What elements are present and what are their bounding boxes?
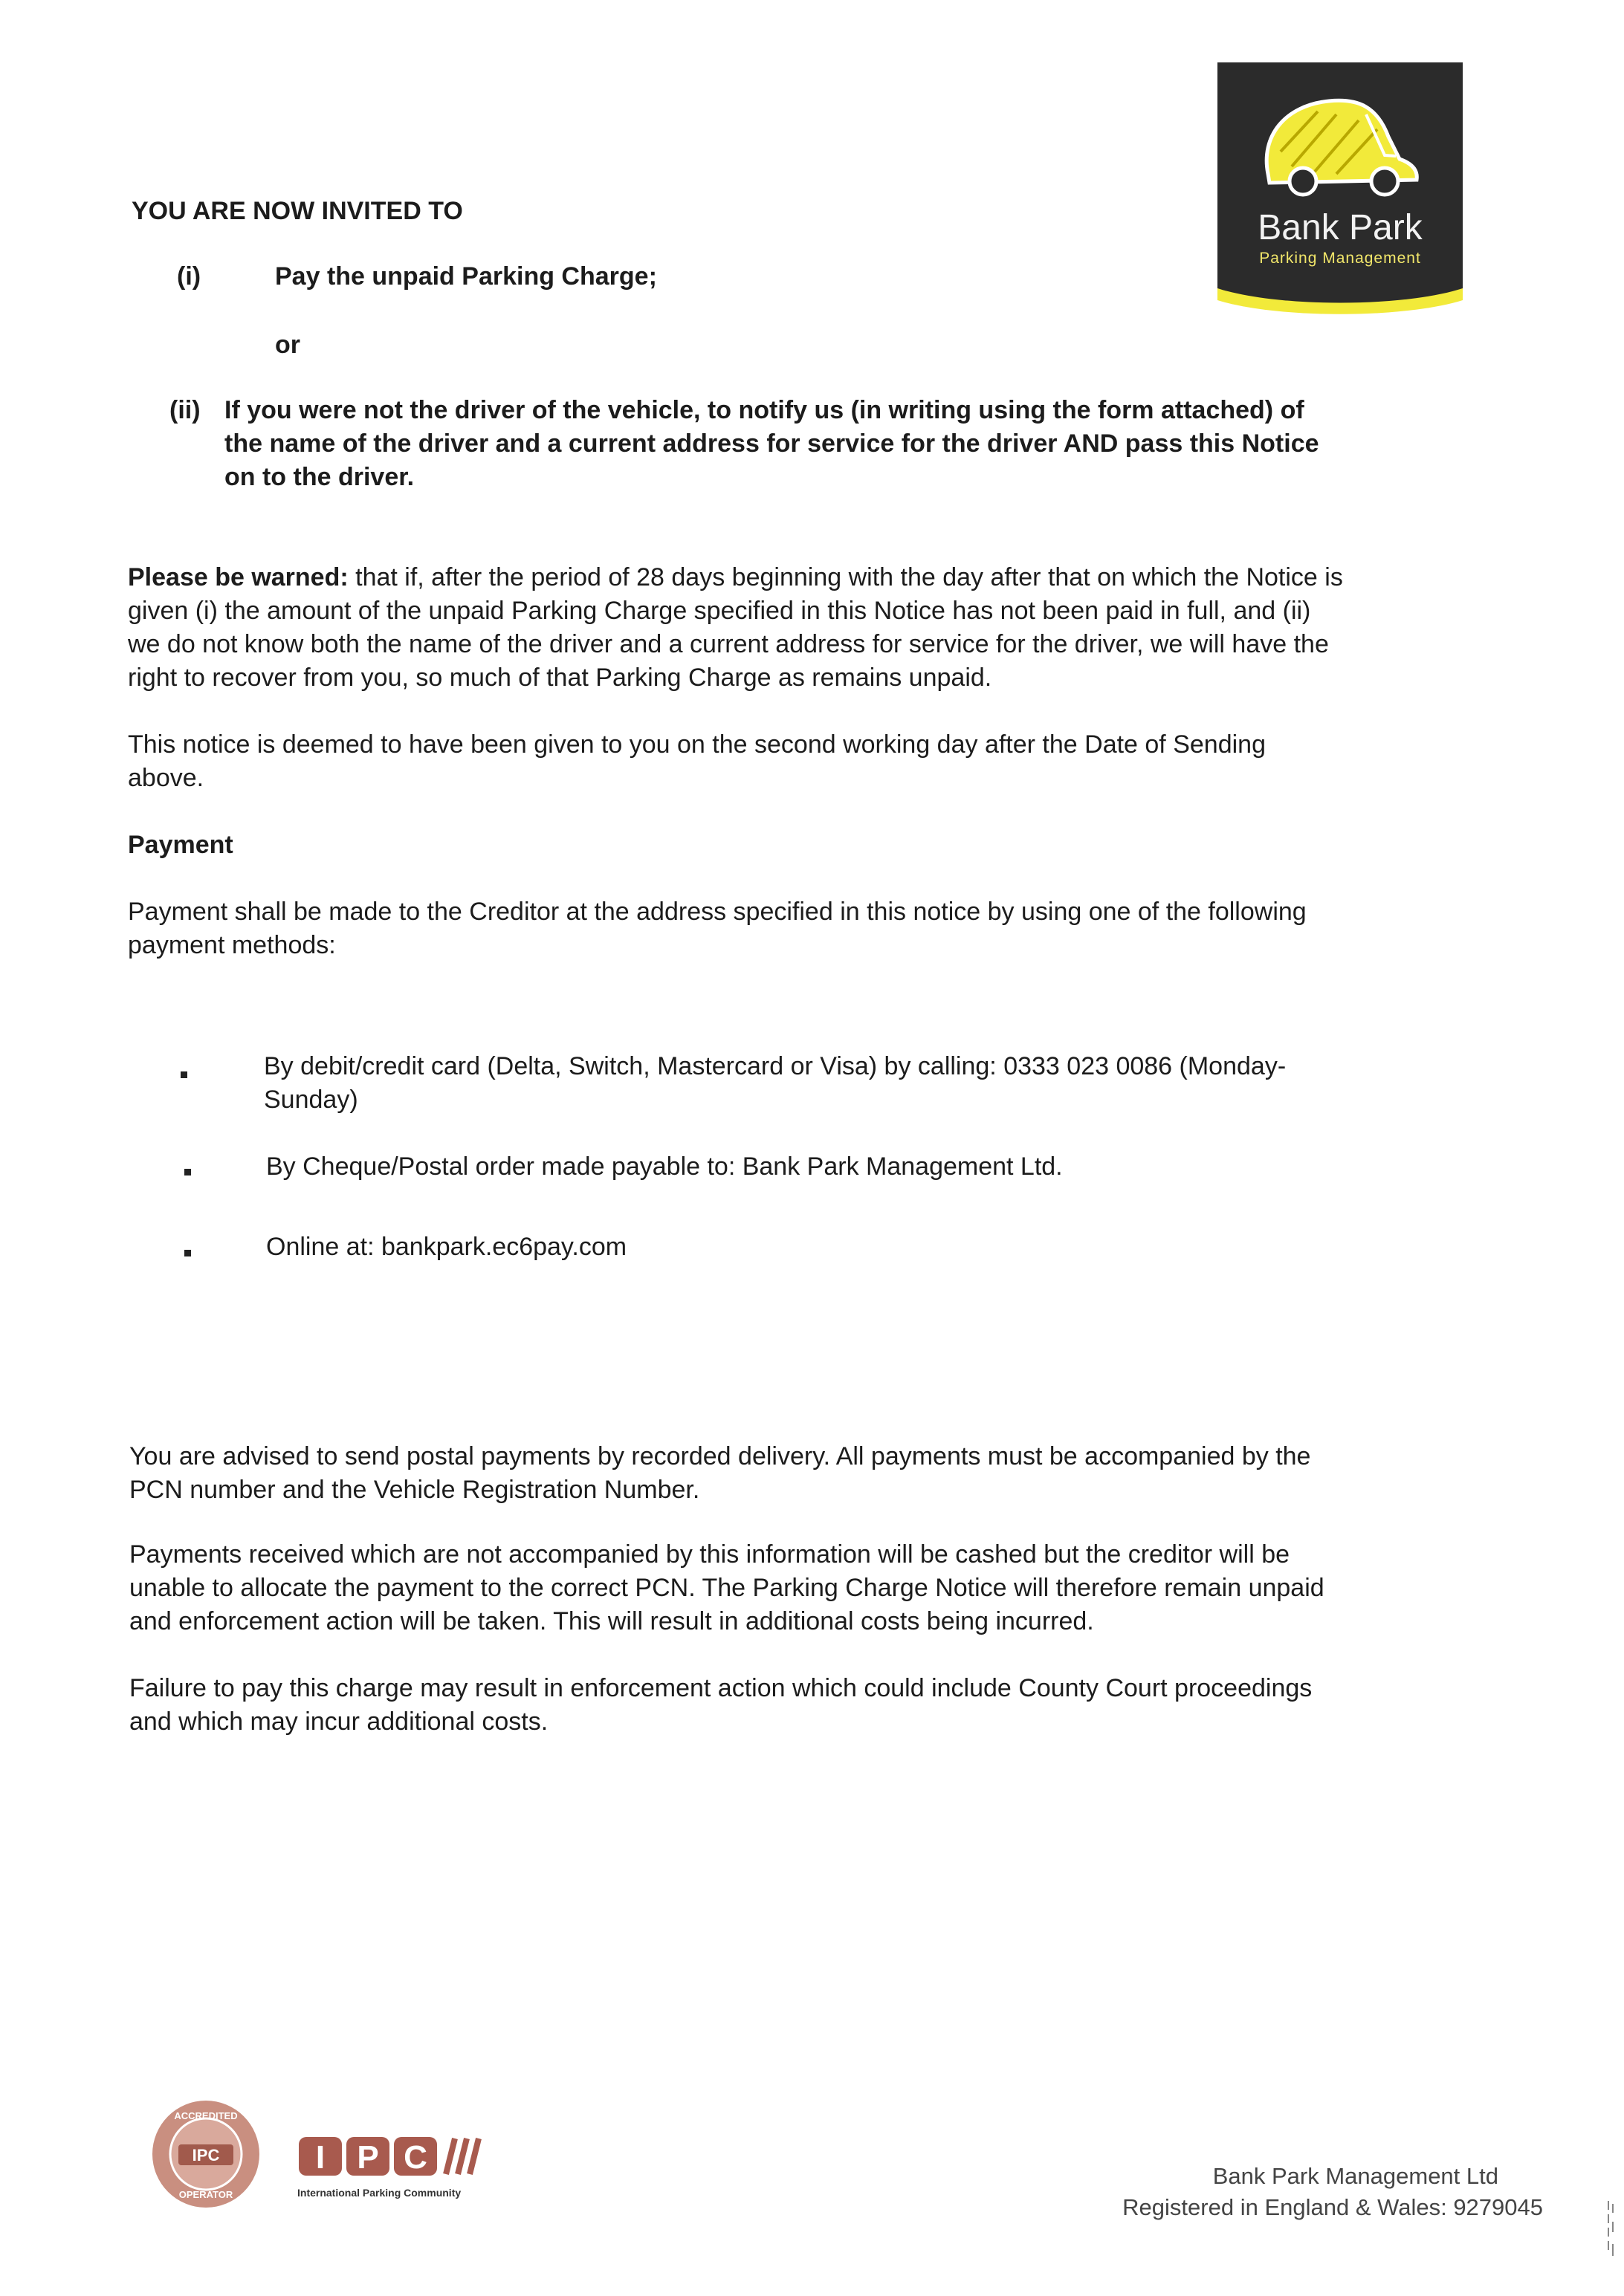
bullet-icon (181, 1071, 187, 1078)
badge-top-text: ACCREDITED (174, 2110, 238, 2121)
payment-intro-line-2: payment methods: (128, 931, 336, 959)
bullet-icon (184, 1250, 191, 1256)
ipc-letters-graphic (297, 2134, 498, 2179)
ipc-caption: International Parking Community (297, 2187, 462, 2199)
method-1-line-2: Sunday) (264, 1086, 358, 1114)
logo-wave (1217, 278, 1463, 322)
svg-text:I: I (315, 2139, 326, 2176)
advice-p2-line-2: unable to allocate the payment to the correct PCN. The Parking Charge Notice will therefore remain unpaid (129, 1574, 1324, 1602)
advice-p2-line-3: and enforcement action will be taken. This will result in additional costs being incurred. (129, 1607, 1094, 1635)
car-icon (1247, 85, 1433, 204)
method-2: By Cheque/Postal order made payable to: Bank Park Management Ltd. (266, 1152, 1063, 1181)
bank-park-logo (1217, 62, 1463, 322)
bullet-icon (184, 1169, 191, 1175)
invite-heading: YOU ARE NOW INVITED TO (132, 197, 463, 225)
item-2-number: (ii) (169, 396, 201, 424)
warning-lead: Please be warned: (128, 563, 349, 591)
badge-bottom-text: OPERATOR (178, 2189, 233, 2200)
logo-subtitle: Parking Management (1259, 250, 1421, 267)
advice-p1-line-1: You are advised to send postal payments by recorded delivery. All payments must be accompanied by the (129, 1442, 1311, 1470)
accredited-operator-badge (150, 2098, 262, 2210)
payment-heading: Payment (128, 831, 233, 859)
warning-line-3: we do not know both the name of the driver and a current address for service for the driver, we will have the (128, 630, 1329, 658)
item-2-line-3: on to the driver. (224, 463, 415, 491)
advice-p3-line-2: and which may incur additional costs. (129, 1708, 549, 1736)
item-2-line-2: the name of the driver and a current address for service for the driver AND pass this Notice (224, 429, 1319, 458)
item-2-line-1: If you were not the driver of the vehicle, to notify us (in writing using the form attached) of (224, 396, 1304, 424)
advice-p3-line-1: Failure to pay this charge may result in enforcement action which could include County Court proceedings (129, 1674, 1313, 1702)
item-1-text: Pay the unpaid Parking Charge; (275, 262, 657, 291)
method-3: Online at: bankpark.ec6pay.com (266, 1233, 627, 1261)
svg-text:C: C (404, 2139, 427, 2176)
payment-intro-line-1: Payment shall be made to the Creditor at the address specified in this notice by using one of the following (128, 898, 1307, 926)
advice-p1-line-2: PCN number and the Vehicle Registration Number. (129, 1476, 700, 1504)
advice-p2-line-1: Payments received which are not accompanied by this information will be cashed but the creditor will be (129, 1540, 1290, 1569)
svg-text:P: P (357, 2139, 379, 2176)
warning-line-1 (128, 561, 1343, 594)
footer-registration: Registered in England & Wales: 9279045 (1122, 2194, 1543, 2220)
badge-ipc-text: IPC (192, 2146, 220, 2164)
warning-line-2: given (i) the amount of the unpaid Parking Charge specified in this Notice has not been paid in full, and (ii) (128, 597, 1311, 625)
warning-line-4: right to recover from you, so much of that Parking Charge as remains unpaid. (128, 664, 992, 692)
deemed-line-1: This notice is deemed to have been given to you on the second working day after the Date of Sending (128, 730, 1266, 759)
footer-company: Bank Park Management Ltd (1212, 2163, 1498, 2189)
item-1-number: (i) (177, 262, 201, 291)
method-1-line-1: By debit/credit card (Delta, Switch, Mastercard or Visa) by calling: 0333 023 0086 (Monday- (264, 1052, 1287, 1080)
warning-line-1-rest: that if, after the period of 28 days beginning with the day after that on which the Notice is (348, 563, 1343, 591)
deemed-line-2: above. (128, 764, 204, 792)
or-text: or (275, 331, 300, 359)
ipc-logo (297, 2134, 498, 2201)
logo-name: Bank Park (1258, 208, 1423, 247)
scan-mark (1605, 2199, 1616, 2259)
